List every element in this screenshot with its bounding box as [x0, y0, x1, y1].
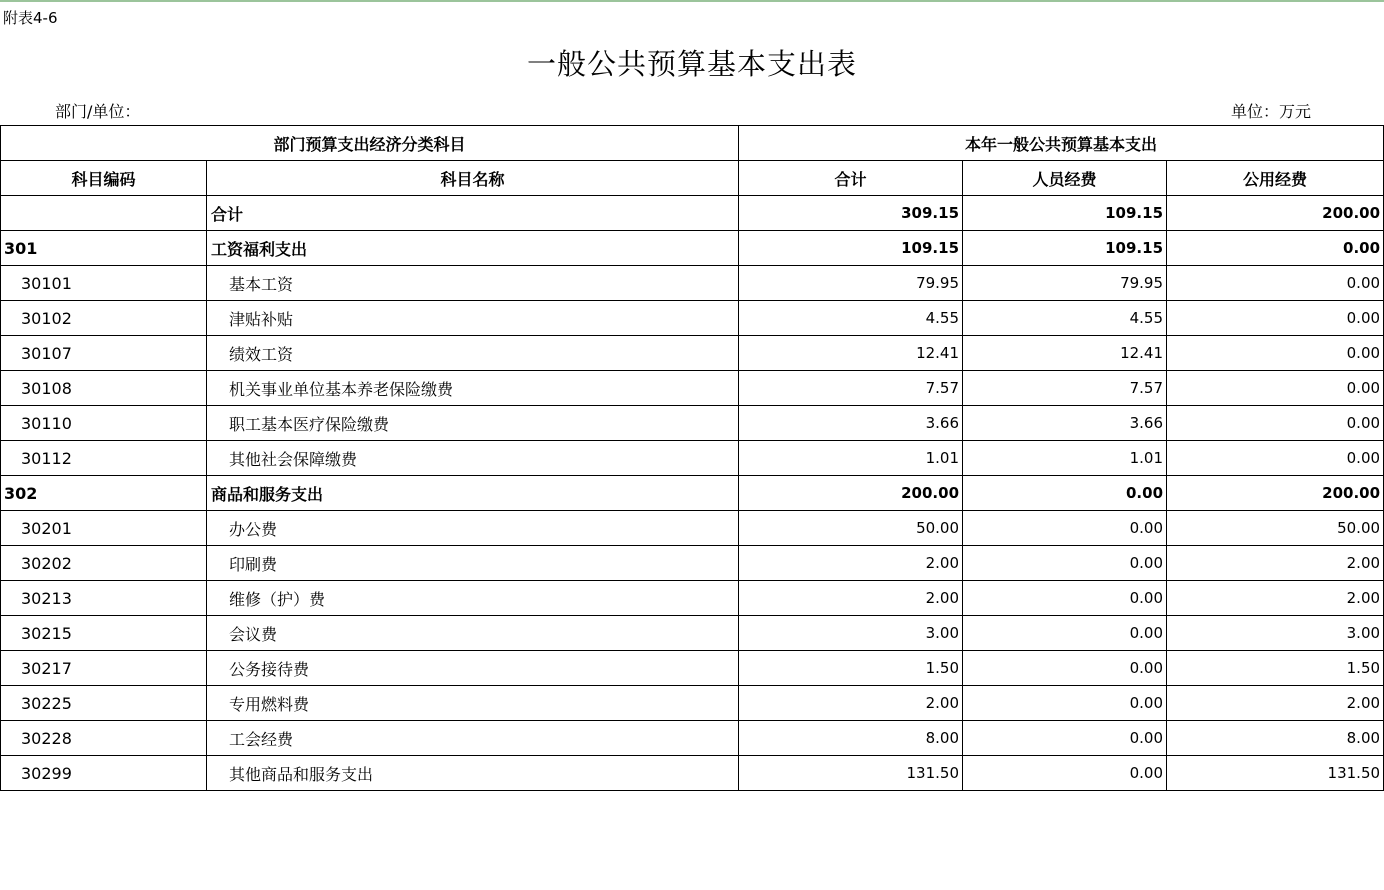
- cell-code[interactable]: 30108: [1, 371, 207, 406]
- table-row: [1, 651, 1384, 686]
- cell-name[interactable]: 其他商品和服务支出: [207, 756, 739, 791]
- cell-code[interactable]: 30112: [1, 441, 207, 476]
- cell-personnel[interactable]: 0.00: [963, 651, 1167, 686]
- cell-personnel[interactable]: 3.66: [963, 406, 1167, 441]
- cell-code[interactable]: 30201: [1, 511, 207, 546]
- cell-code[interactable]: 30217: [1, 651, 207, 686]
- cell-code[interactable]: 30215: [1, 616, 207, 651]
- cell-name[interactable]: 会议费: [207, 616, 739, 651]
- cell-total[interactable]: 3.66: [739, 406, 963, 441]
- cell-total[interactable]: 2.00: [739, 581, 963, 616]
- cell-personnel[interactable]: 0.00: [963, 511, 1167, 546]
- table-row: [1, 581, 1384, 616]
- table-row: [1, 301, 1384, 336]
- cell-personnel[interactable]: 7.57: [963, 371, 1167, 406]
- cell-code[interactable]: 302: [1, 476, 207, 511]
- table-row: [1, 686, 1384, 721]
- cell-total[interactable]: 109.15: [739, 231, 963, 266]
- cell-personnel[interactable]: 79.95: [963, 266, 1167, 301]
- cell-public[interactable]: 0.00: [1167, 301, 1384, 336]
- header-code[interactable]: 科目编码: [1, 161, 207, 196]
- cell-code[interactable]: 30299: [1, 756, 207, 791]
- cell-name[interactable]: 职工基本医疗保险缴费: [207, 406, 739, 441]
- cell-total[interactable]: 3.00: [739, 616, 963, 651]
- table-row: [1, 511, 1384, 546]
- header-group-classification[interactable]: 部门预算支出经济分类科目: [1, 126, 739, 161]
- header-total[interactable]: 合计: [739, 161, 963, 196]
- cell-name[interactable]: 印刷费: [207, 546, 739, 581]
- cell-code[interactable]: 30102: [1, 301, 207, 336]
- header-name[interactable]: 科目名称: [207, 161, 739, 196]
- cell-name[interactable]: 专用燃料费: [207, 686, 739, 721]
- cell-code[interactable]: 30225: [1, 686, 207, 721]
- cell-total[interactable]: 131.50: [739, 756, 963, 791]
- cell-code[interactable]: 30202: [1, 546, 207, 581]
- cell-personnel[interactable]: 1.01: [963, 441, 1167, 476]
- cell-public[interactable]: 2.00: [1167, 686, 1384, 721]
- cell-public[interactable]: 0.00: [1167, 371, 1384, 406]
- cell-public[interactable]: 0.00: [1167, 441, 1384, 476]
- sheet-top-border: [0, 0, 1384, 2]
- attachment-label: 附表4-6: [3, 9, 58, 27]
- cell-public[interactable]: 0.00: [1167, 266, 1384, 301]
- cell-total[interactable]: 200.00: [739, 476, 963, 511]
- cell-total[interactable]: 1.50: [739, 651, 963, 686]
- cell-public[interactable]: 1.50: [1167, 651, 1384, 686]
- cell-personnel[interactable]: 0.00: [963, 686, 1167, 721]
- table-row: [1, 441, 1384, 476]
- cell-personnel[interactable]: 0.00: [963, 616, 1167, 651]
- table-body: [1, 196, 1384, 791]
- cell-name[interactable]: 商品和服务支出: [207, 476, 739, 511]
- cell-name[interactable]: 其他社会保障缴费: [207, 441, 739, 476]
- cell-public[interactable]: 8.00: [1167, 721, 1384, 756]
- cell-total[interactable]: 7.57: [739, 371, 963, 406]
- cell-code[interactable]: [1, 196, 207, 231]
- table-row: [1, 231, 1384, 266]
- cell-code[interactable]: 30228: [1, 721, 207, 756]
- cell-personnel[interactable]: 0.00: [963, 581, 1167, 616]
- department-label: 部门/单位：: [55, 102, 141, 121]
- cell-code[interactable]: 30110: [1, 406, 207, 441]
- cell-name[interactable]: 公务接待费: [207, 651, 739, 686]
- table-row: [1, 406, 1384, 441]
- cell-total[interactable]: 2.00: [739, 546, 963, 581]
- cell-name[interactable]: 机关事业单位基本养老保险缴费: [207, 371, 739, 406]
- cell-name[interactable]: 绩效工资: [207, 336, 739, 371]
- cell-code[interactable]: 30101: [1, 266, 207, 301]
- table-row: [1, 721, 1384, 756]
- cell-name[interactable]: 办公费: [207, 511, 739, 546]
- header-personnel[interactable]: 人员经费: [963, 161, 1167, 196]
- cell-total[interactable]: 309.15: [739, 196, 963, 231]
- cell-name[interactable]: 工会经费: [207, 721, 739, 756]
- cell-personnel[interactable]: 12.41: [963, 336, 1167, 371]
- table-row: [1, 266, 1384, 301]
- cell-personnel[interactable]: 109.15: [963, 231, 1167, 266]
- cell-public[interactable]: 0.00: [1167, 336, 1384, 371]
- table-row: [1, 336, 1384, 371]
- cell-personnel[interactable]: 0.00: [963, 721, 1167, 756]
- cell-total[interactable]: 1.01: [739, 441, 963, 476]
- cell-personnel[interactable]: 109.15: [963, 196, 1167, 231]
- cell-name[interactable]: 合计: [207, 196, 739, 231]
- table-row: [1, 546, 1384, 581]
- cell-personnel[interactable]: 0.00: [963, 756, 1167, 791]
- header-group-basic-expenditure[interactable]: 本年一般公共预算基本支出: [739, 126, 1384, 161]
- table-row: [1, 756, 1384, 791]
- header-public[interactable]: 公用经费: [1167, 161, 1384, 196]
- cell-public[interactable]: 0.00: [1167, 231, 1384, 266]
- cell-name[interactable]: 基本工资: [207, 266, 739, 301]
- cell-total[interactable]: 12.41: [739, 336, 963, 371]
- cell-code[interactable]: 301: [1, 231, 207, 266]
- cell-public[interactable]: 2.00: [1167, 546, 1384, 581]
- cell-public[interactable]: 50.00: [1167, 511, 1384, 546]
- cell-personnel[interactable]: 0.00: [963, 476, 1167, 511]
- cell-total[interactable]: 4.55: [739, 301, 963, 336]
- cell-public[interactable]: 0.00: [1167, 406, 1384, 441]
- cell-name[interactable]: 维修（护）费: [207, 581, 739, 616]
- cell-public[interactable]: 200.00: [1167, 196, 1384, 231]
- cell-total[interactable]: 2.00: [739, 686, 963, 721]
- cell-name[interactable]: 津贴补贴: [207, 301, 739, 336]
- cell-code[interactable]: 30107: [1, 336, 207, 371]
- table-row: [1, 616, 1384, 651]
- cell-public[interactable]: 131.50: [1167, 756, 1384, 791]
- unit-label: 单位：万元: [1231, 102, 1312, 121]
- cell-public[interactable]: 2.00: [1167, 581, 1384, 616]
- budget-table: [0, 125, 1384, 791]
- cell-personnel[interactable]: 0.00: [963, 546, 1167, 581]
- cell-total[interactable]: 79.95: [739, 266, 963, 301]
- cell-public[interactable]: 3.00: [1167, 616, 1384, 651]
- table-row: [1, 371, 1384, 406]
- cell-personnel[interactable]: 4.55: [963, 301, 1167, 336]
- cell-code[interactable]: 30213: [1, 581, 207, 616]
- table-row: [1, 476, 1384, 511]
- cell-name[interactable]: 工资福利支出: [207, 231, 739, 266]
- page-title: 一般公共预算基本支出表: [526, 47, 857, 81]
- cell-public[interactable]: 200.00: [1167, 476, 1384, 511]
- table-row: [1, 196, 1384, 231]
- cell-total[interactable]: 50.00: [739, 511, 963, 546]
- cell-total[interactable]: 8.00: [739, 721, 963, 756]
